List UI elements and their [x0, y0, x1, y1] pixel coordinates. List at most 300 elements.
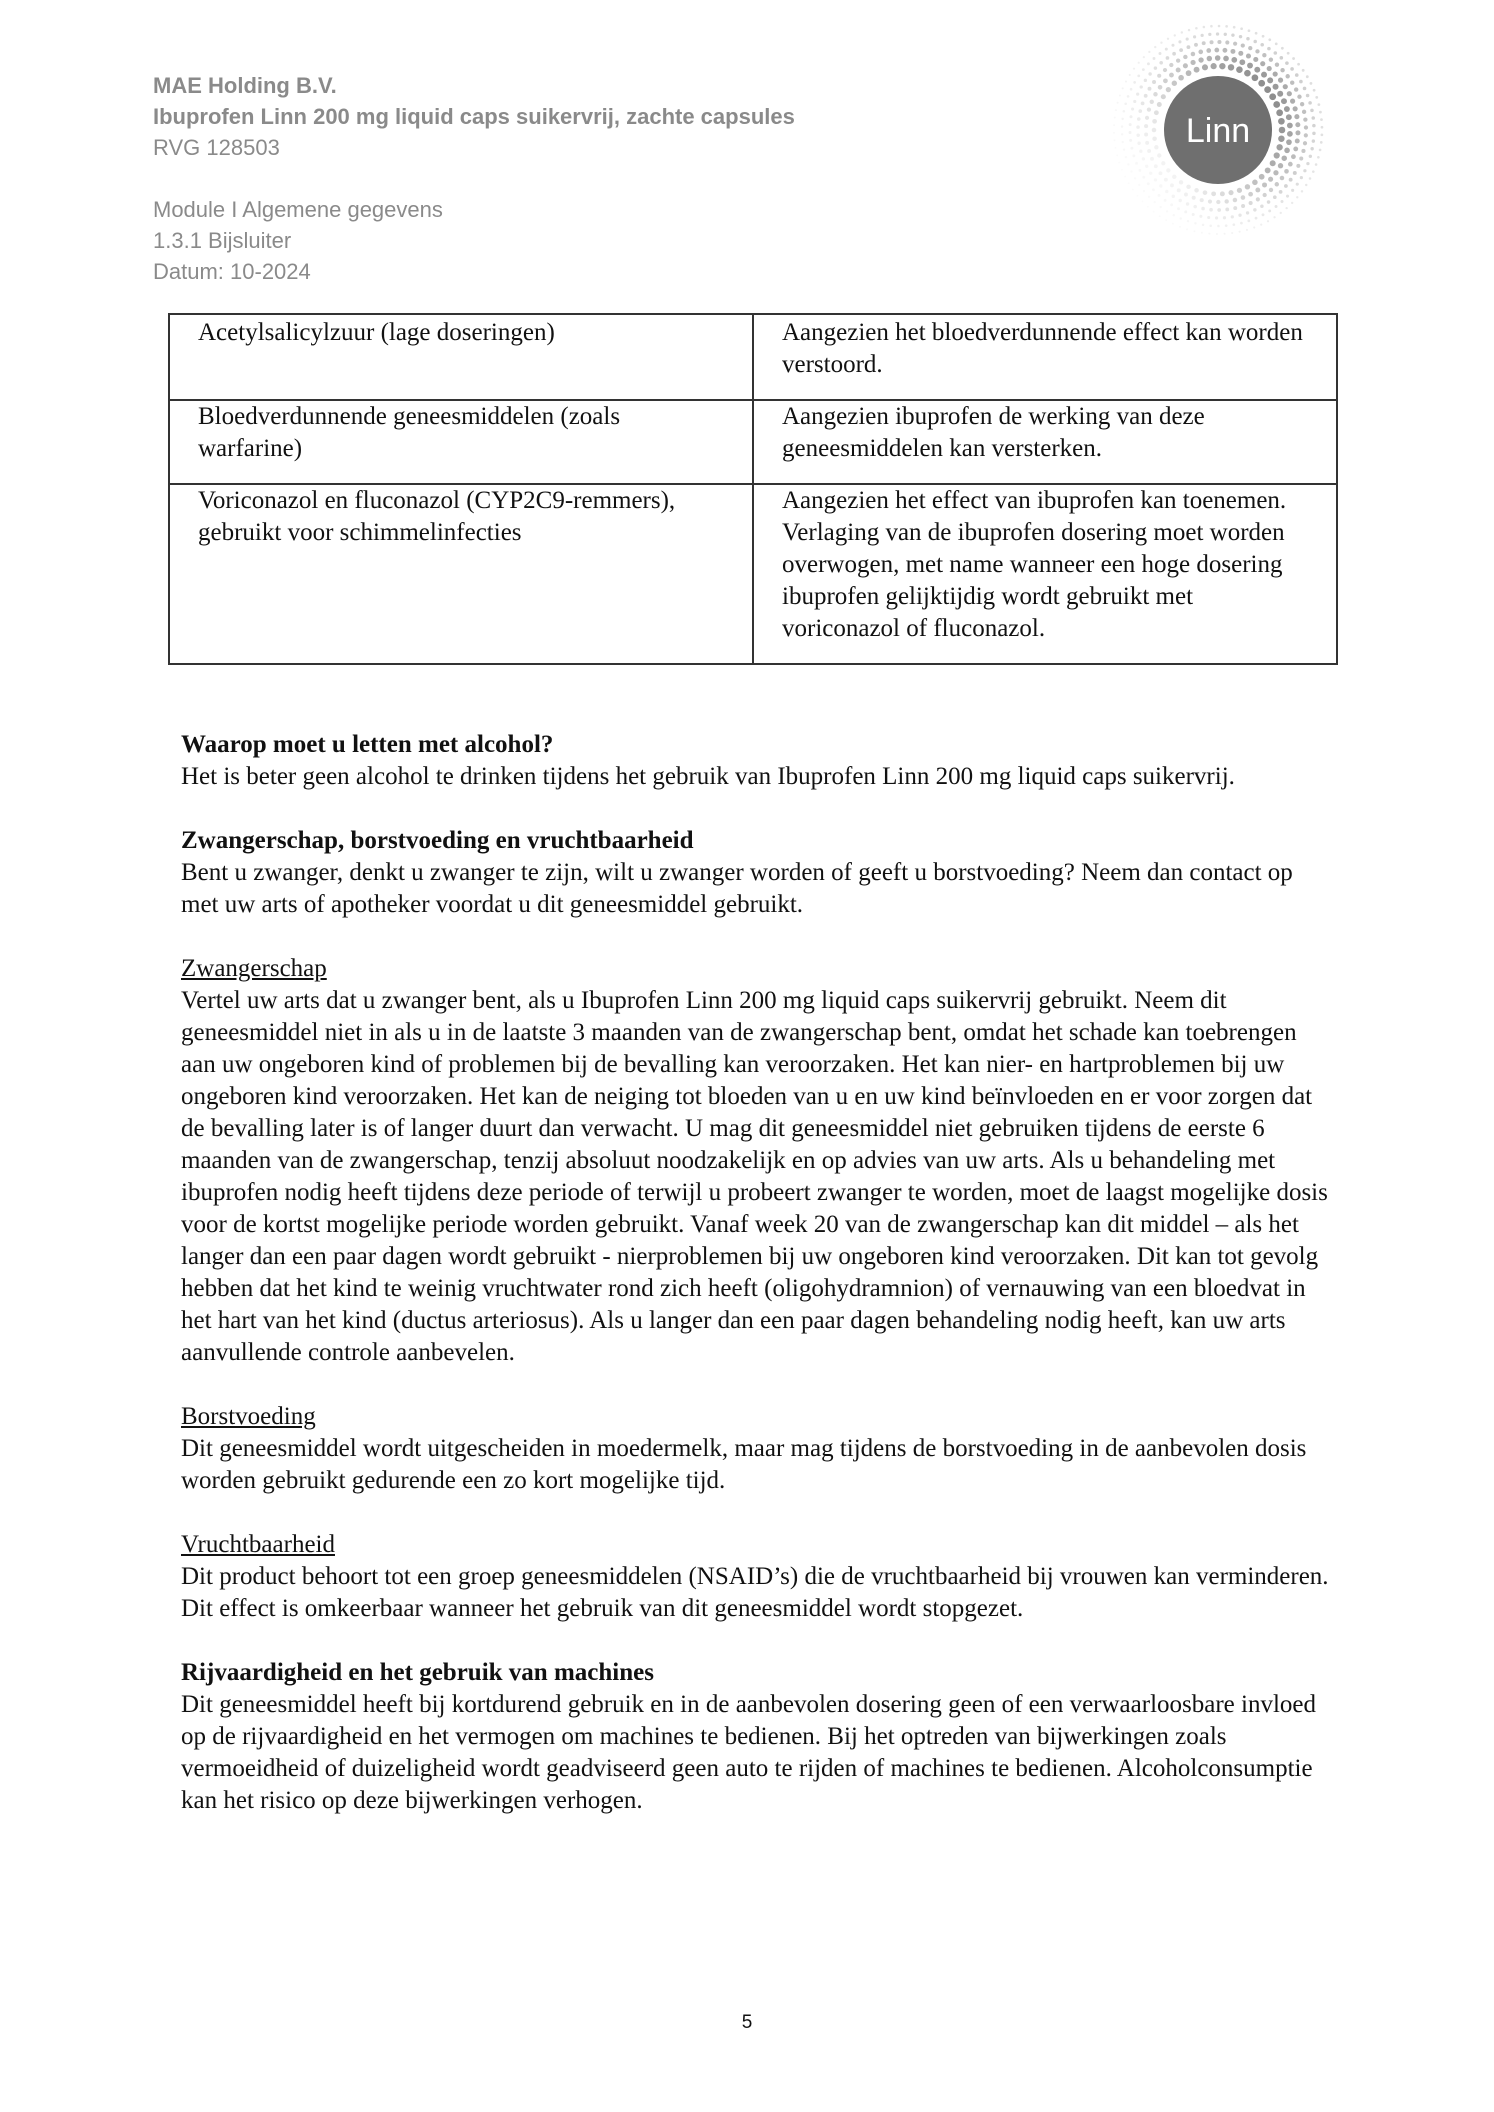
logo-dot — [1239, 59, 1245, 65]
logo-dot — [1231, 33, 1234, 36]
logo-dot — [1194, 222, 1196, 224]
logo-dot — [1186, 202, 1189, 205]
logo-dot — [1248, 29, 1251, 32]
table-cell-effect: Aangezien het bloedverdunnende effect kan worden verstoord. — [753, 314, 1337, 400]
logo-dot — [1259, 174, 1265, 180]
logo-dot — [1224, 33, 1227, 36]
logo-dot — [1267, 220, 1269, 222]
logo-dot — [1263, 193, 1267, 197]
logo-dot — [1159, 61, 1163, 65]
logo-dot — [1114, 117, 1116, 119]
logo-dot — [1312, 124, 1316, 128]
logo-dot — [1210, 40, 1214, 44]
logo-dot — [1147, 182, 1150, 185]
alcohol-heading: Waarop moet u letten met alcohol? — [181, 731, 554, 758]
logo-dot — [1139, 150, 1142, 153]
logo-dot — [1149, 172, 1152, 175]
logo-dot — [1193, 230, 1195, 232]
vruchtbaarheid-title: Vruchtbaarheid — [181, 1531, 335, 1558]
logo-dot — [1172, 81, 1177, 86]
logo-dot — [1287, 131, 1293, 137]
logo-dot — [1296, 164, 1300, 168]
logo-dot — [1268, 209, 1271, 212]
logo-dot — [1159, 184, 1162, 187]
logo-dot — [1303, 141, 1307, 145]
logo-dot — [1231, 232, 1233, 234]
logo-dot — [1260, 61, 1265, 66]
logo-dot — [1190, 60, 1195, 65]
logo-dot — [1161, 94, 1166, 99]
logo-dot — [1207, 56, 1212, 61]
logo-dot — [1152, 128, 1157, 133]
logo-dot — [1231, 57, 1237, 63]
logo-dot — [1293, 171, 1297, 175]
logo-dot — [1129, 123, 1132, 126]
logo-dot — [1191, 52, 1196, 57]
logo-dot — [1320, 118, 1323, 121]
logo-dot — [1262, 35, 1265, 38]
logo-dot — [1137, 117, 1141, 121]
logo-dot — [1262, 182, 1267, 187]
logo-dot — [1128, 182, 1130, 184]
logo-dot — [1200, 198, 1204, 202]
logo-dot — [1241, 204, 1245, 208]
logo-dot — [1136, 133, 1139, 136]
logo-dot — [1224, 199, 1228, 203]
logo-dot — [1301, 149, 1305, 153]
vruchtbaarheid-text: Dit product behoort tot een groep geneesmiddelen (NSAID’s) die de vruchtbaarheid bij vrouwen kan verminderen. Dit effect is omkeerbaar wanneer het gebruik van dit geneesmiddel wordt stopgezet. — [181, 1563, 1329, 1622]
logo-dot — [1317, 103, 1320, 106]
logo-dot — [1280, 56, 1284, 60]
logo-dot — [1206, 48, 1211, 53]
logo-dot — [1115, 147, 1117, 149]
logo-dot — [1216, 200, 1220, 204]
logo-dot — [1312, 139, 1315, 142]
logo-dot — [1262, 53, 1266, 57]
logo-dot — [1133, 81, 1136, 84]
logo-dot — [1304, 125, 1308, 129]
logo-dot — [1253, 57, 1258, 62]
logo-dot — [1192, 196, 1196, 200]
logo-dot — [1194, 67, 1200, 73]
logo-dot — [1269, 57, 1273, 61]
logo-dot — [1166, 56, 1170, 60]
logo-dot — [1295, 122, 1300, 127]
logo-dot — [1291, 202, 1293, 204]
logo-dot — [1293, 146, 1298, 151]
logo-dot — [1159, 52, 1162, 55]
page-number: 5 — [741, 2012, 753, 2033]
logo-dot — [1241, 195, 1246, 200]
logo-dot — [1302, 110, 1306, 114]
logo-dot — [1273, 216, 1275, 218]
table-cell-effect: Aangezien ibuprofen de werking van deze geneesmiddelen kan versterken. — [753, 400, 1337, 484]
logo-dot — [1124, 102, 1127, 105]
logo-dot — [1116, 154, 1118, 156]
logo-dot — [1202, 64, 1208, 70]
interactions-table — [168, 313, 1338, 665]
logo-dot — [1267, 200, 1271, 204]
logo-dot — [1147, 62, 1150, 65]
logo-dot — [1133, 68, 1135, 70]
logo-dot — [1144, 79, 1147, 82]
logo-dot — [1215, 216, 1218, 219]
product-name: Ibuprofen Linn 200 mg liquid caps suikervrij, zachte capsules — [153, 104, 795, 129]
logo-dot — [1310, 147, 1313, 150]
logo-dot — [1129, 115, 1132, 118]
logo-dot — [1230, 49, 1235, 54]
logo-dot — [1157, 153, 1161, 157]
logo-dot — [1320, 141, 1323, 144]
logo-dot — [1245, 184, 1250, 189]
logo-dot — [1280, 212, 1282, 214]
logo-dot — [1152, 136, 1157, 141]
logo-dot — [1127, 163, 1129, 165]
logo-dot — [1252, 74, 1259, 81]
module-label: Module I Algemene gegevens — [153, 197, 443, 222]
logo-dot — [1167, 38, 1169, 40]
logo-dot — [1253, 226, 1255, 228]
logo-dot — [1121, 133, 1123, 135]
logo-dot — [1207, 216, 1210, 219]
logo-dot — [1273, 84, 1279, 90]
logo-dot — [1154, 46, 1156, 48]
logo-dot — [1122, 87, 1124, 89]
logo-dot — [1113, 124, 1115, 126]
logo-dot — [1270, 160, 1276, 166]
logo-dot — [1135, 162, 1138, 165]
logo-dot — [1281, 47, 1284, 50]
logo-dot — [1238, 214, 1241, 217]
logo-dot — [1306, 75, 1309, 78]
logo-dot — [1118, 162, 1120, 164]
logo-dot — [1194, 43, 1198, 47]
logo-dot — [1158, 194, 1161, 197]
logo-dot — [1238, 51, 1243, 56]
logo-dot — [1301, 190, 1303, 192]
logo-dot — [1291, 189, 1294, 192]
logo-dot — [1255, 217, 1258, 220]
logo-dot — [1187, 220, 1189, 222]
logo-dot — [1303, 117, 1307, 121]
logo-dot — [1172, 195, 1175, 198]
logo-dot — [1255, 49, 1259, 53]
logo-dot — [1186, 38, 1189, 41]
logo-dot — [1121, 169, 1123, 171]
logo-dot — [1137, 195, 1139, 197]
logo-dot — [1280, 176, 1285, 181]
logo-dot — [1260, 205, 1264, 209]
logo-dot — [1215, 55, 1221, 61]
driving-text: Dit geneesmiddel heeft bij kortdurend gebruik en in de aanbevolen dosering geen of een verwaarloosbare invloed op de rijvaardigheid en het vermogen om machines te bedienen. Bij het optreden van bijwerkingen zoals vermoeidheid of duizeligheid wordt geadviseerd geen auto te rijden of machines te bedienen. Alcoholconsumptie kan het risico op deze bijwerkingen verhogen. — [181, 1691, 1317, 1814]
logo-dot — [1253, 40, 1257, 44]
logo-dot — [1125, 81, 1127, 83]
logo-dot — [1311, 116, 1315, 120]
logo-dot — [1142, 68, 1145, 71]
logo-dot — [1222, 48, 1227, 53]
logo-dot — [1132, 189, 1134, 191]
table-cell-medicine: Acetylsalicylzuur (lage doseringen) — [169, 314, 753, 400]
logo-dot — [1231, 215, 1234, 218]
logo-dot — [1136, 125, 1140, 129]
logo-dot — [1177, 188, 1181, 192]
logo-dot — [1166, 168, 1170, 172]
logo-dot — [1267, 77, 1273, 83]
logo-dot — [1138, 184, 1140, 186]
logo-dot — [1279, 127, 1286, 134]
logo-dot — [1223, 216, 1226, 219]
logo-dot — [1198, 57, 1203, 62]
logo-dot — [1315, 163, 1318, 166]
logo-text: Linn — [1185, 112, 1251, 150]
logo-dot — [1252, 180, 1258, 186]
logo-dot — [1172, 175, 1176, 179]
logo-dot — [1202, 224, 1205, 227]
logo-dot — [1208, 33, 1211, 36]
logo-dot — [1273, 170, 1278, 175]
logo-dot — [1163, 78, 1168, 83]
logo-dot — [1203, 190, 1208, 195]
logo-dot — [1179, 226, 1181, 228]
logo-dot — [1218, 25, 1221, 28]
logo-dot — [1141, 101, 1145, 105]
logo-dot — [1284, 169, 1289, 174]
logo-dot — [1248, 192, 1253, 197]
logo-dot — [1153, 211, 1155, 213]
logo-dot — [1312, 132, 1315, 135]
logo-dot — [1134, 177, 1136, 179]
logo-dot — [1276, 109, 1283, 116]
logo-dot — [1312, 170, 1315, 173]
logo-dot — [1224, 233, 1226, 235]
logo-dot — [1220, 191, 1225, 196]
logo-dot — [1164, 199, 1167, 202]
logo-dot — [1246, 37, 1249, 40]
logo-dot — [1300, 102, 1304, 106]
logo-dot — [1148, 51, 1150, 53]
logo-dot — [1268, 38, 1271, 41]
logo-dot — [1299, 157, 1303, 161]
logo-dot — [1147, 206, 1149, 208]
logo-dot — [1269, 93, 1276, 100]
logo-dot — [1217, 208, 1221, 212]
logo-dot — [1129, 74, 1131, 76]
logo-dot — [1144, 94, 1148, 98]
logo-dot — [1260, 43, 1264, 47]
logo-dot — [1300, 176, 1303, 179]
table-row — [169, 314, 1337, 400]
logo-dot — [1289, 178, 1293, 182]
logo-dot — [1122, 141, 1124, 143]
logo-dot — [1228, 64, 1234, 70]
logo-dot — [1201, 34, 1204, 37]
logo-dot — [1295, 138, 1300, 143]
logo-dot — [1284, 106, 1290, 112]
logo-dot — [1178, 40, 1181, 43]
logo-dot — [1211, 191, 1216, 196]
logo-dot — [1121, 125, 1123, 127]
logo-dot — [1143, 56, 1145, 58]
logo-dot — [1208, 233, 1210, 235]
logo-dot — [1209, 224, 1212, 227]
logo-dot — [1160, 42, 1162, 44]
logo-dot — [1233, 42, 1237, 46]
logo-dot — [1223, 56, 1229, 62]
logo-dot — [1306, 94, 1310, 98]
logo-dot — [1203, 26, 1206, 29]
logo-dot — [1214, 48, 1219, 53]
logo-dot — [1284, 184, 1288, 188]
logo-dot — [1274, 152, 1280, 158]
logo-dot — [1248, 46, 1252, 50]
logo-dot — [1217, 225, 1220, 228]
logo-dot — [1180, 217, 1182, 219]
table-row — [169, 400, 1337, 484]
logo-dot — [1319, 149, 1322, 152]
logo-dot — [1179, 199, 1182, 202]
logo-dot — [1290, 99, 1295, 104]
logo-dot — [1309, 177, 1312, 180]
logo-dot — [1178, 75, 1184, 81]
logo-dot — [1152, 188, 1155, 191]
logo-dot — [1169, 73, 1174, 78]
logo-dot — [1158, 85, 1163, 90]
logo-dot — [1154, 145, 1158, 149]
logo-dot — [1286, 195, 1289, 198]
company-name: MAE Holding B.V. — [153, 73, 337, 98]
logo-dot — [1247, 220, 1250, 223]
linn-logo — [1108, 20, 1328, 240]
logo-dot — [1169, 63, 1173, 67]
table-row — [169, 484, 1337, 664]
logo-dot — [1179, 180, 1183, 184]
logo-dot — [1201, 207, 1205, 211]
logo-dot — [1275, 182, 1279, 186]
logo-dot — [1144, 124, 1148, 128]
logo-dot — [1171, 44, 1174, 47]
logo-dot — [1161, 161, 1165, 165]
logo-dot — [1152, 80, 1156, 84]
logo-dot — [1186, 228, 1188, 230]
logo-dot — [1195, 27, 1198, 30]
logo-dot — [1160, 206, 1162, 208]
registration-number: RVG 128503 — [153, 135, 280, 160]
logo-dot — [1130, 170, 1132, 172]
logo-dot — [1154, 201, 1156, 203]
zwangerschap-text: Vertel uw arts dat u zwanger bent, als u Ibuprofen Linn 200 mg liquid caps suikervrij gebruikt. Neem dit geneesmiddel niet in als u in de laatste 3 maanden van de zwangerschap bent, omdat het schade kan toebrengen aan uw ongeboren kind of problemen bij de bevalling kan veroorzaken. Het kan nier- en hartproblemen bij uw ongeboren kind veroorzaken. Het kan de neiging tot bloeden van u en uw kind beïnvloeden en er voor zorgen dat de bevalling later is of langer duurt dan verwacht. U mag dit geneesmiddel niet gebruiken tijdens de eerste 6 maanden van de zwangerschap, tenzij absoluut noodzakelijk en op advies van uw arts. Als u behandeling met ibuprofen nodig heeft tijdens deze periode of terwijl u probeert zwanger te worden, moet de laagst mogelijke dosis voor de kortst mogelijke periode worden gebruikt. Vanaf week 20 van de zwangerschap kan dit middel – als het langer dan een paar dagen wordt gebruikt - nierproblemen bij uw ongeboren kind veroorzaken. Dit kan tot gevolg hebben dat het kind te weinig vruchtwater rond zich heeft (oligohydramnion) of vernauwing van een bloedvat in het hart van het kind (ductus arteriosus). Als u langer dan een paar dagen behandeling nodig heeft, kan uw arts aanvullende controle aanbevelen. — [181, 987, 1328, 1366]
logo-dot — [1273, 71, 1278, 76]
alcohol-text: Het is beter geen alcohol te drinken tijdens het gebruik van Ibuprofen Linn 200 mg liquid caps suikervrij. — [181, 763, 1235, 790]
logo-dot — [1140, 85, 1143, 88]
logo-dot — [1216, 32, 1219, 35]
logo-dot — [1154, 178, 1157, 181]
logo-dot — [1240, 27, 1243, 30]
logo-dot — [1138, 62, 1140, 64]
logo-dot — [1219, 63, 1225, 69]
logo-dot — [1282, 155, 1287, 160]
logo-dot — [1261, 72, 1267, 78]
logo-dot — [1280, 200, 1283, 203]
logo-dot — [1184, 210, 1187, 213]
logo-dot — [1153, 57, 1156, 60]
logo-dot — [1148, 87, 1152, 91]
logo-dot — [1288, 162, 1293, 167]
logo-dot — [1225, 208, 1229, 212]
logo-dot — [1183, 63, 1188, 68]
logo-dot — [1285, 61, 1289, 65]
logo-dot — [1321, 133, 1324, 136]
logo-dot — [1164, 178, 1168, 182]
logo-dot — [1310, 109, 1314, 113]
logo-dot — [1123, 148, 1125, 150]
logo-dot — [1303, 87, 1307, 91]
logo-dot — [1170, 203, 1173, 206]
logo-dot — [1136, 92, 1139, 95]
logo-dot — [1275, 42, 1278, 45]
logo-dot — [1287, 52, 1290, 55]
logo-dot — [1159, 215, 1161, 217]
logo-dot — [1246, 54, 1251, 59]
logo-dot — [1293, 106, 1298, 111]
logo-dot — [1148, 72, 1151, 75]
logo-dot — [1287, 123, 1293, 129]
logo-dot — [1296, 183, 1299, 186]
logo-dot — [1165, 48, 1168, 51]
logo-dot — [1225, 25, 1228, 28]
logo-dot — [1285, 207, 1287, 209]
logo-dot — [1313, 89, 1316, 92]
logo-dot — [1306, 162, 1309, 165]
logo-dot — [1187, 45, 1191, 49]
logo-dot — [1240, 222, 1243, 225]
logo-dot — [1228, 190, 1233, 195]
logo-dot — [1173, 214, 1175, 216]
logo-dot — [1114, 139, 1116, 141]
logo-dot — [1225, 224, 1228, 227]
logo-dot — [1280, 68, 1284, 72]
logo-dot — [1137, 142, 1140, 145]
logo-dot — [1183, 55, 1187, 59]
logo-dot — [1297, 95, 1301, 99]
logo-dot — [1233, 26, 1236, 29]
logo-dot — [1262, 213, 1265, 216]
logo-dot — [1188, 29, 1190, 31]
logo-dot — [1216, 233, 1218, 235]
logo-dot — [1124, 176, 1126, 178]
logo-dot — [1265, 167, 1271, 173]
logo-dot — [1138, 169, 1141, 172]
logo-dot — [1273, 101, 1280, 108]
logo-dot — [1278, 118, 1285, 125]
logo-dot — [1278, 163, 1283, 168]
logo-dot — [1290, 81, 1294, 85]
table-cell-effect: Aangezien het effect van ibuprofen kan toenemen. Verlaging van de ibuprofen dosering moet worden overwogen, met name wanneer een hoge dosering ibuprofen gelijktijdig wordt gebruikt met voriconazol of fluconazol. — [753, 484, 1337, 664]
logo-dot — [1308, 101, 1312, 105]
logo-dot — [1279, 190, 1283, 194]
logo-dot — [1131, 107, 1134, 110]
pregnancy-text: Bent u zwanger, denkt u zwanger te zijn, wilt u zwanger worden of geeft u borstvoeding? Neem dan contact op met uw arts of apotheker voordat u dit geneesmiddel gebruikt. — [181, 859, 1293, 918]
logo-dot — [1181, 31, 1183, 33]
logo-dot — [1179, 48, 1183, 52]
logo-dot — [1147, 108, 1151, 112]
logo-dot — [1281, 98, 1287, 104]
logo-dot — [1295, 73, 1299, 77]
logo-dot — [1176, 58, 1180, 62]
logo-dot — [1286, 139, 1292, 145]
logo-dot — [1237, 188, 1242, 193]
logo-dot — [1145, 116, 1149, 120]
logo-dot — [1296, 196, 1298, 198]
